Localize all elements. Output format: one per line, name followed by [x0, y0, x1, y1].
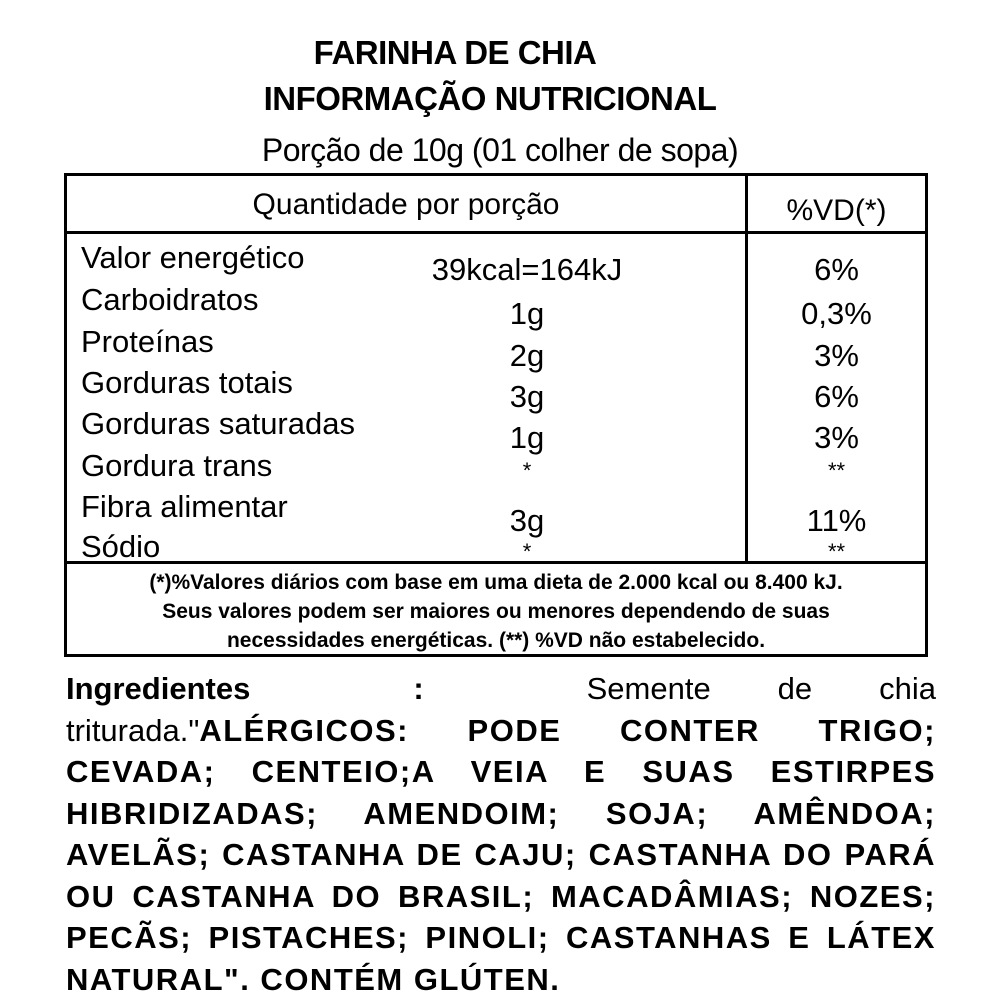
nutrient-vd: 3% — [814, 420, 859, 455]
nutrient-name: Gorduras totais — [81, 365, 293, 400]
table-row — [67, 365, 925, 414]
nutrient-vd: ** — [827, 539, 846, 564]
table-row — [67, 448, 925, 490]
nutrient-name: Sódio — [81, 529, 161, 564]
header-quantity: Quantidade por porção — [252, 188, 560, 221]
nutrient-amount: * — [522, 458, 532, 483]
nutrient-name: Gorduras saturadas — [81, 406, 355, 441]
nutrient-amount: 3g — [509, 379, 545, 414]
table-row — [67, 531, 925, 573]
footnote-line: Seus valores podem ser maiores ou menores dependendo de suas — [162, 600, 830, 623]
nutrient-vd: 0,3% — [801, 296, 872, 331]
nutrient-amount: * — [522, 539, 532, 564]
nutrition-table — [64, 173, 928, 657]
section-title: INFORMAÇÃO NUTRICIONAL — [263, 80, 717, 117]
nutrient-amount: 39kcal=164kJ — [431, 252, 623, 287]
footnote-line: necessidades energéticas. (**) %VD não estabelecido. — [226, 629, 766, 652]
table-row — [67, 324, 925, 373]
nutrient-name: Carboidratos — [81, 282, 259, 317]
table-footnote — [67, 568, 925, 655]
nutrient-amount: 1g — [509, 420, 545, 455]
table-row — [67, 240, 925, 287]
nutrient-amount: 3g — [509, 503, 545, 538]
nutrient-name: Fibra alimentar — [81, 489, 288, 524]
nutrient-vd: 11% — [806, 503, 867, 538]
header-divider — [67, 231, 925, 234]
nutrient-vd: 6% — [814, 252, 859, 287]
ingredients-block — [66, 668, 936, 1000]
table-row — [67, 282, 925, 331]
nutrient-name: Gordura trans — [81, 448, 273, 483]
allergens-text: ALÉRGICOS: PODE CONTER TRIGO; CEVADA; CENTEIO;A VEIA E SUAS ESTIRPES HIBRIDIZADAS; AMENDOIM; SOJA; AMÊNDOA; AVELÃS; CASTANHA DE CAJU; CASTANHA DO PARÁ OU CASTANHA DO BRASIL; MACADÂMIAS; NOZES; PECÃS; PISTACHES; PINOLI; CASTANHAS E LÁTEX NATURAL". CONTÉM GLÚTEN. — [66, 712, 936, 997]
nutrient-amount: 2g — [509, 338, 545, 373]
nutrient-amount: 1g — [509, 296, 545, 331]
nutrient-name: Valor energético — [81, 240, 305, 275]
ingredients-text: Semente de chia triturada." — [66, 671, 936, 748]
nutrient-name: Proteínas — [81, 324, 214, 359]
nutrient-vd: 3% — [814, 338, 859, 373]
portion-size: Porção de 10g (01 colher de sopa) — [261, 132, 739, 168]
ingredients-label: Ingredientes — [66, 671, 251, 706]
product-name: FARINHA DE CHIA — [313, 34, 597, 71]
header-vd: %VD(*) — [786, 194, 887, 227]
ingredients-separator: : — [413, 671, 424, 706]
nutrient-vd: ** — [827, 458, 846, 483]
footnote-line: (*)%Valores diários com base em uma dieta de 2.000 kcal ou 8.400 kJ. — [149, 571, 843, 594]
nutrient-vd: 6% — [814, 379, 859, 414]
table-row — [67, 406, 925, 455]
table-row — [67, 489, 925, 538]
